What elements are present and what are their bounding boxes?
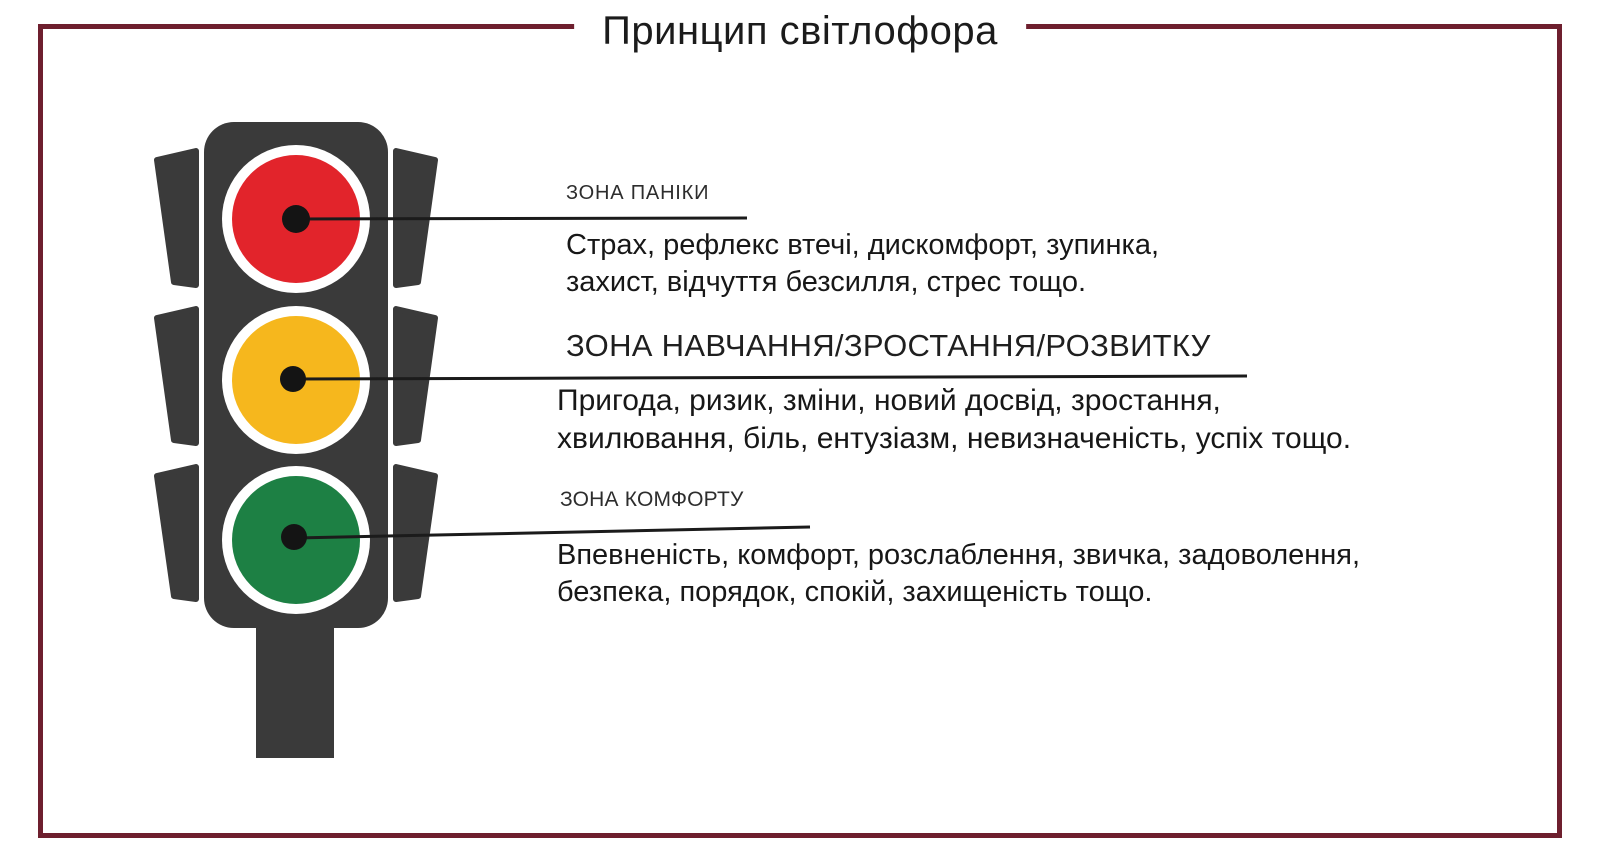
zone-panic-line-1: Страх, рефлекс втечі, дискомфорт, зупинка, [566,229,1160,261]
dot-yellow [280,366,306,392]
zone-comfort-line-2: безпека, порядок, спокій, захищеність тощо. [557,576,1153,608]
dot-red [282,205,310,233]
zone-panic-label: ЗОНА ПАНІКИ [566,182,710,204]
visor-left-top [157,151,196,285]
zone-growth-description [557,382,1351,458]
zone-growth-line-1: Пригода, ризик, зміни, новий досвід, зростання, [557,384,1221,417]
visor-right-middle [396,309,435,443]
zone-panic-line-2: захист, відчуття безсилля, стрес тощо. [566,266,1087,298]
visor-left-middle [157,309,196,443]
title-container [574,4,1026,58]
zone-growth-label: ЗОНА НАВЧАННЯ/ЗРОСТАННЯ/РОЗВИТКУ [566,328,1211,363]
leader-line-growth [296,376,1247,379]
zone-comfort-line-1: Впевненість, комфорт, розслаблення, звичка, задоволення, [557,539,1361,571]
zone-growth-line-2: хвилювання, біль, ентузіазм, невизначеність, успіх тощо. [557,422,1352,455]
zone-comfort-description [557,537,1360,611]
zone-panic-description [566,227,1159,301]
page-title: Принцип світлофора [602,9,998,53]
leader-line-panic [296,218,747,219]
visor-left-bottom [157,467,196,599]
visor-right-bottom [396,467,435,599]
zone-comfort-label: ЗОНА КОМФОРТУ [560,488,744,511]
dot-green [281,524,307,550]
